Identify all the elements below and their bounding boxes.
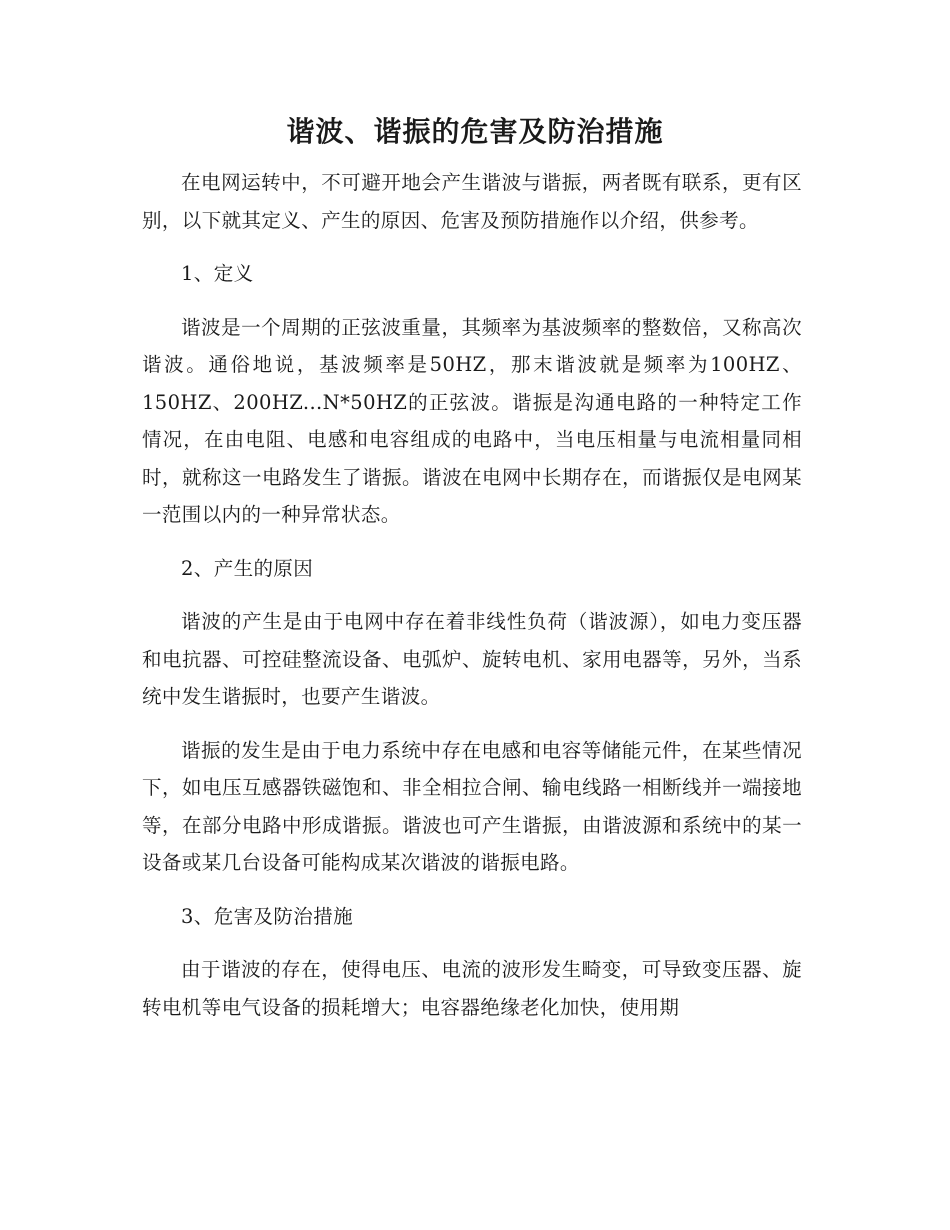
spacer	[142, 882, 802, 898]
causes-paragraph-resonance: 谐振的发生是由于电力系统中存在电感和电容等储能元件，在某些情况下，如电压互感器铁磁饱和、非全相拉合闸、输电线路一相断线并一端接地等，在部分电路中形成谐振。谐波也可产生谐振，由谐波源和系统中的某一设备或某几台设备可能构成某次谐波的谐振电路。	[142, 738, 802, 874]
hazards-paragraph: 由于谐波的存在，使得电压、电流的波形发生畸变，可导致变压器、旋转电机等电气设备的损耗增大；电容器绝缘老化加快，使用期	[142, 958, 802, 1019]
section-heading-definition: 1、定义	[181, 262, 254, 285]
spacer	[142, 293, 802, 309]
section-heading-causes: 2、产生的原因	[181, 556, 314, 580]
definition-paragraph: 谐波是一个周期的正弦波重量，其频率为基波频率的整数倍，又称高次谐波。通俗地说，基波频率是50HZ，那末谐波就是频率为100HZ、150HZ、200HZ...N*50HZ的正弦波。谐振是沟通电路的一种特定工作情况，在由电阻、电感和电容组成的电路中，当电压相量与电流相量同相时，就称这一电路发生了谐振。谐波在电网中长期存在，而谐振仅是电网某一范围以内的一种异常状态。	[142, 315, 802, 526]
spacer	[142, 716, 802, 732]
section-heading-hazards: 3、危害及防治措施	[181, 904, 354, 928]
document-body	[142, 164, 802, 1026]
spacer	[142, 534, 802, 550]
causes-paragraph-harmonics: 谐波的产生是由于电网中存在着非线性负荷（谐波源），如电力变压器和电抗器、可控硅整流设备、电弧炉、旋转电机、家用电器等，另外，当系统中发生谐振时，也要产生谐波。	[142, 610, 802, 708]
document-title: 谐波、谐振的危害及防治措施	[286, 115, 664, 148]
spacer	[142, 935, 802, 951]
spacer	[142, 239, 802, 255]
intro-paragraph: 在电网运转中，不可避开地会产生谐波与谐振，两者既有联系，更有区别，以下就其定义、产生的原因、危害及预防措施作以介绍，供参考。	[142, 171, 802, 232]
spacer	[142, 587, 802, 603]
